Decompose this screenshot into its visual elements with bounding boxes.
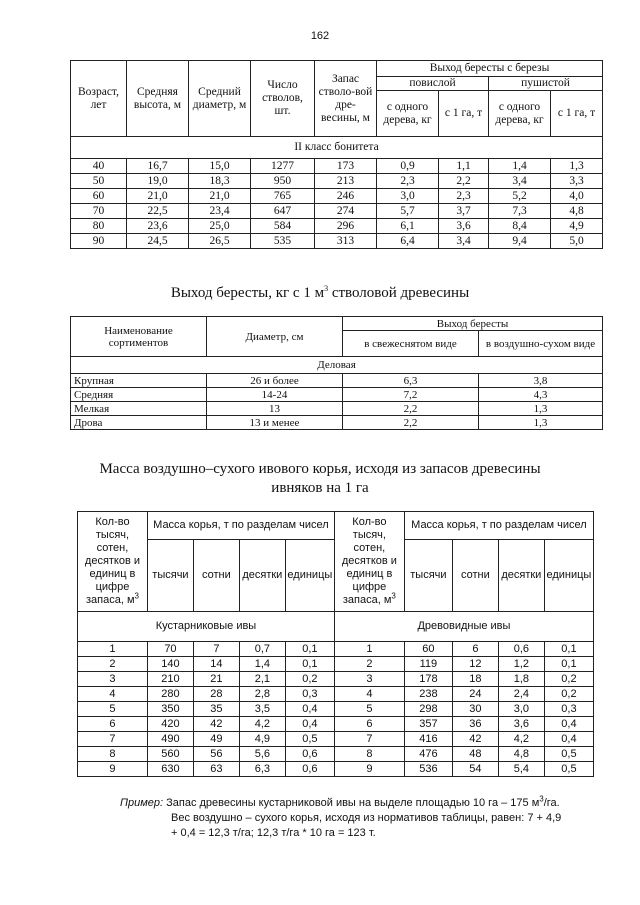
header-air-dry: в воздушно-сухом виде	[479, 331, 603, 357]
table-cell: 4,9	[239, 732, 285, 747]
table-cell: 0,1	[285, 657, 334, 672]
example-line-3: + 0,4 = 12,3 т/га; 12,3 т/га * 10 га = 123 т.	[171, 827, 376, 839]
table-cell: 560	[147, 747, 193, 762]
example-note	[120, 796, 600, 841]
table-cell: 3,0	[498, 702, 544, 717]
table-row	[78, 747, 594, 762]
table-cell: 26 и более	[207, 374, 343, 388]
table-cell: 4,9	[551, 219, 603, 234]
table-cell: 0,2	[544, 687, 593, 702]
table-cell: 1277	[251, 159, 315, 174]
table-cell: 26,5	[189, 234, 251, 249]
table-cell: 213	[315, 174, 377, 189]
table-cell: 70	[147, 642, 193, 657]
table2-title: Выход бересты, кг с 1 $м^3$ стволовой древесины	[170, 284, 470, 301]
table-cell: 25,0	[189, 219, 251, 234]
table-cell: 7,3	[489, 204, 551, 219]
table-cell: 5,2	[489, 189, 551, 204]
example-line-2: Вес воздушно – сухого корья, исходя из нормативов таблицы, равен: 7 + 4,9	[171, 812, 562, 824]
header-per-ha: с 1 га, т	[551, 91, 603, 137]
table-cell: 3	[78, 672, 148, 687]
willow-bark-mass-table	[77, 511, 594, 777]
table-cell: 0,9	[377, 159, 439, 174]
header-tens: десятки	[498, 540, 544, 612]
table-cell: 298	[404, 702, 452, 717]
table-cell: 7	[193, 642, 239, 657]
table-cell: 238	[404, 687, 452, 702]
table-cell: 0,1	[544, 657, 593, 672]
section-shrub-willows: Кустарниковые ивы	[78, 612, 335, 642]
table-row	[71, 159, 603, 174]
header-fresh: в свежеснятом виде	[343, 331, 479, 357]
table-cell: 60	[71, 189, 127, 204]
table-cell: 2,2	[343, 402, 479, 416]
table-cell: 4	[78, 687, 148, 702]
table-cell: 35	[193, 702, 239, 717]
table-cell: 4	[334, 687, 404, 702]
table-cell: 5,6	[239, 747, 285, 762]
header-bark-yield: Выход бересты	[343, 317, 603, 331]
header-height: Средняя высота, м	[127, 61, 189, 137]
table-cell: 49	[193, 732, 239, 747]
header-thousands: тысячи	[404, 540, 452, 612]
header-units: единицы	[544, 540, 593, 612]
table-cell: 420	[147, 717, 193, 732]
header-mass-group: Масса корья, т по разделам чисел	[147, 512, 334, 540]
table-row	[71, 204, 603, 219]
header-age: Возраст, лет	[71, 61, 127, 137]
table-cell: 4,2	[498, 732, 544, 747]
table-cell: 5,7	[377, 204, 439, 219]
table-cell: 1,4	[239, 657, 285, 672]
table-cell: 1,3	[479, 402, 603, 416]
table-cell: 0,5	[285, 732, 334, 747]
table-cell: 70	[71, 204, 127, 219]
table-cell: 0,4	[544, 717, 593, 732]
table-cell: 5	[78, 702, 148, 717]
table-cell: 21	[193, 672, 239, 687]
table-cell: Средняя	[71, 388, 207, 402]
table-cell: 4,0	[551, 189, 603, 204]
table-cell: 3	[334, 672, 404, 687]
bark-yield-per-volume-table	[70, 316, 603, 430]
table-cell: 2,3	[439, 189, 489, 204]
table-cell: 12	[452, 657, 498, 672]
header-stock: Запас стволо-вой дре-весины, м	[315, 61, 377, 137]
table-cell: 24	[452, 687, 498, 702]
table-row	[78, 732, 594, 747]
table-cell: 1	[78, 642, 148, 657]
table-cell: 2	[334, 657, 404, 672]
header-assortment-name: Наименование сортиментов	[71, 317, 207, 357]
header-downy-birch: пушистой	[489, 77, 603, 91]
table-cell: 5,0	[551, 234, 603, 249]
header-quantity: Кол-во тысяч, сотен, десятков и единиц в цифре запаса, $м^3$	[78, 512, 148, 612]
table-cell: 5	[334, 702, 404, 717]
table-cell: 210	[147, 672, 193, 687]
table-cell: 0,5	[544, 762, 593, 777]
table-cell: 40	[71, 159, 127, 174]
table3-title: Масса воздушно–сухого ивового корья, исходя из запасов древесины ивняков на 1 га	[99, 461, 541, 496]
table-cell: 535	[251, 234, 315, 249]
table-cell: 90	[71, 234, 127, 249]
table-row	[78, 642, 594, 657]
table-cell: 6	[452, 642, 498, 657]
header-mass-group: Масса корья, т по разделам чисел	[404, 512, 593, 540]
table-cell: 6	[78, 717, 148, 732]
table-cell: 765	[251, 189, 315, 204]
table-cell: 13	[207, 402, 343, 416]
table-cell: 2,2	[439, 174, 489, 189]
table-cell: 3,5	[239, 702, 285, 717]
table-cell: 42	[452, 732, 498, 747]
table-cell: 4,2	[239, 717, 285, 732]
table-cell: 1,4	[489, 159, 551, 174]
table-cell: 21,0	[127, 189, 189, 204]
header-yield-group: Выход бересты с березы	[377, 61, 603, 77]
page-number: 162	[310, 30, 330, 42]
table-cell: 4,8	[498, 747, 544, 762]
table-cell: 80	[71, 219, 127, 234]
table-cell: 23,4	[189, 204, 251, 219]
table-cell: 3,0	[377, 189, 439, 204]
table-cell: 313	[315, 234, 377, 249]
table-cell: 3,7	[439, 204, 489, 219]
table-cell: 6,4	[377, 234, 439, 249]
table-cell: 18	[452, 672, 498, 687]
table-row	[71, 174, 603, 189]
table-cell: 950	[251, 174, 315, 189]
table-cell: 3,8	[479, 374, 603, 388]
header-tens: десятки	[239, 540, 285, 612]
header-hundreds: сотни	[193, 540, 239, 612]
table-cell: 4,8	[551, 204, 603, 219]
table-cell: 2	[78, 657, 148, 672]
table-cell: 4,3	[479, 388, 603, 402]
header-drooping-birch: повислой	[377, 77, 489, 91]
table-cell: 8,4	[489, 219, 551, 234]
table-row	[71, 234, 603, 249]
table-cell: 9	[334, 762, 404, 777]
table-cell: 23,6	[127, 219, 189, 234]
table-row	[71, 189, 603, 204]
birch-bark-yield-table	[70, 60, 603, 249]
table-cell: 6,1	[377, 219, 439, 234]
table-cell: 6	[334, 717, 404, 732]
table-row	[78, 672, 594, 687]
table-cell: 3,6	[498, 717, 544, 732]
table-row	[71, 219, 603, 234]
table-cell: 22,5	[127, 204, 189, 219]
table-cell: 14-24	[207, 388, 343, 402]
table-cell: 630	[147, 762, 193, 777]
table-cell: 647	[251, 204, 315, 219]
table-cell: 416	[404, 732, 452, 747]
table-cell: 173	[315, 159, 377, 174]
table-row	[71, 402, 603, 416]
header-count: Число стволов, шт.	[251, 61, 315, 137]
table-cell: 2,1	[239, 672, 285, 687]
table-cell: 15,0	[189, 159, 251, 174]
table-cell: 274	[315, 204, 377, 219]
table-row	[78, 702, 594, 717]
table-cell: 357	[404, 717, 452, 732]
header-per-ha: с 1 га, т	[439, 91, 489, 137]
table-cell: 30	[452, 702, 498, 717]
table-cell: 3,3	[551, 174, 603, 189]
section-commercial: Деловая	[71, 357, 603, 374]
table-cell: 9	[78, 762, 148, 777]
example-label: Пример:	[120, 797, 164, 809]
table-cell: 1,3	[551, 159, 603, 174]
table-cell: Крупная	[71, 374, 207, 388]
table-cell: 476	[404, 747, 452, 762]
table-cell: 2,4	[498, 687, 544, 702]
table-cell: 48	[452, 747, 498, 762]
table-cell: 13 и менее	[207, 416, 343, 430]
table-cell: 350	[147, 702, 193, 717]
table-cell: 0,2	[544, 672, 593, 687]
table-cell: 0,3	[544, 702, 593, 717]
table-cell: 6,3	[239, 762, 285, 777]
table-cell: 42	[193, 717, 239, 732]
table-cell: 1	[334, 642, 404, 657]
table-cell: 0,1	[285, 642, 334, 657]
table-cell: 8	[78, 747, 148, 762]
table-cell: 3,4	[489, 174, 551, 189]
table-cell: 2,8	[239, 687, 285, 702]
table-cell: 28	[193, 687, 239, 702]
table-cell: 119	[404, 657, 452, 672]
header-hundreds: сотни	[452, 540, 498, 612]
table-cell: 0,4	[544, 732, 593, 747]
table-cell: 8	[334, 747, 404, 762]
table-cell: 1,3	[479, 416, 603, 430]
table-cell: 3,6	[439, 219, 489, 234]
table-row	[71, 416, 603, 430]
table-cell: 24,5	[127, 234, 189, 249]
table-cell: 1,8	[498, 672, 544, 687]
header-diameter: Средний диаметр, м	[189, 61, 251, 137]
header-per-tree: с одного дерева, кг	[377, 91, 439, 137]
table-cell: 1,2	[498, 657, 544, 672]
section-tree-willows: Древовидные ивы	[334, 612, 593, 642]
table-cell: 2,2	[343, 416, 479, 430]
table-cell: 50	[71, 174, 127, 189]
table-cell: 19,0	[127, 174, 189, 189]
table-cell: 0,7	[239, 642, 285, 657]
table-cell: 6,3	[343, 374, 479, 388]
table-row	[78, 717, 594, 732]
table-cell: 0,6	[285, 747, 334, 762]
example-line-1: Запас древесины кустарниковой ивы на выделе площадью 10 га – 175 $м^3/га$.	[163, 794, 560, 809]
table-cell: 0,4	[285, 702, 334, 717]
table-cell: Дрова	[71, 416, 207, 430]
table-cell: 7	[334, 732, 404, 747]
table-cell: 60	[404, 642, 452, 657]
header-per-tree: с одного дерева, кг	[489, 91, 551, 137]
table-cell: 0,6	[285, 762, 334, 777]
table-cell: 7	[78, 732, 148, 747]
header-quantity: Кол-во тысяч, сотен, десятков и единиц в цифре запаса, $м^3$	[334, 512, 404, 612]
table-cell: 18,3	[189, 174, 251, 189]
table-cell: 56	[193, 747, 239, 762]
table-cell: 536	[404, 762, 452, 777]
table-row	[78, 687, 594, 702]
table-cell: 0,3	[285, 687, 334, 702]
table-row	[71, 388, 603, 402]
table-cell: 14	[193, 657, 239, 672]
table-row	[78, 762, 594, 777]
table-cell: 1,1	[439, 159, 489, 174]
table-cell: 3,4	[439, 234, 489, 249]
table-cell: 63	[193, 762, 239, 777]
table-cell: 5,4	[498, 762, 544, 777]
table-cell: 2,3	[377, 174, 439, 189]
table-cell: 0,6	[498, 642, 544, 657]
table-row	[78, 657, 594, 672]
table-cell: 178	[404, 672, 452, 687]
table-cell: 36	[452, 717, 498, 732]
table-cell: 140	[147, 657, 193, 672]
table-cell: 16,7	[127, 159, 189, 174]
table-cell: 7,2	[343, 388, 479, 402]
table-cell: 280	[147, 687, 193, 702]
table-cell: 0,2	[285, 672, 334, 687]
table-cell: 54	[452, 762, 498, 777]
table-cell: 0,5	[544, 747, 593, 762]
header-units: единицы	[285, 540, 334, 612]
table-cell: 9,4	[489, 234, 551, 249]
table-cell: 21,0	[189, 189, 251, 204]
table-cell: 296	[315, 219, 377, 234]
section-site-class: II класс бонитета	[71, 137, 603, 159]
header-diameter-cm: Диаметр, см	[207, 317, 343, 357]
table-cell: 584	[251, 219, 315, 234]
table-cell: 490	[147, 732, 193, 747]
table-cell: 0,1	[544, 642, 593, 657]
table-cell: 0,4	[285, 717, 334, 732]
header-thousands: тысячи	[147, 540, 193, 612]
table-cell: Мелкая	[71, 402, 207, 416]
table-cell: 246	[315, 189, 377, 204]
table-row	[71, 374, 603, 388]
